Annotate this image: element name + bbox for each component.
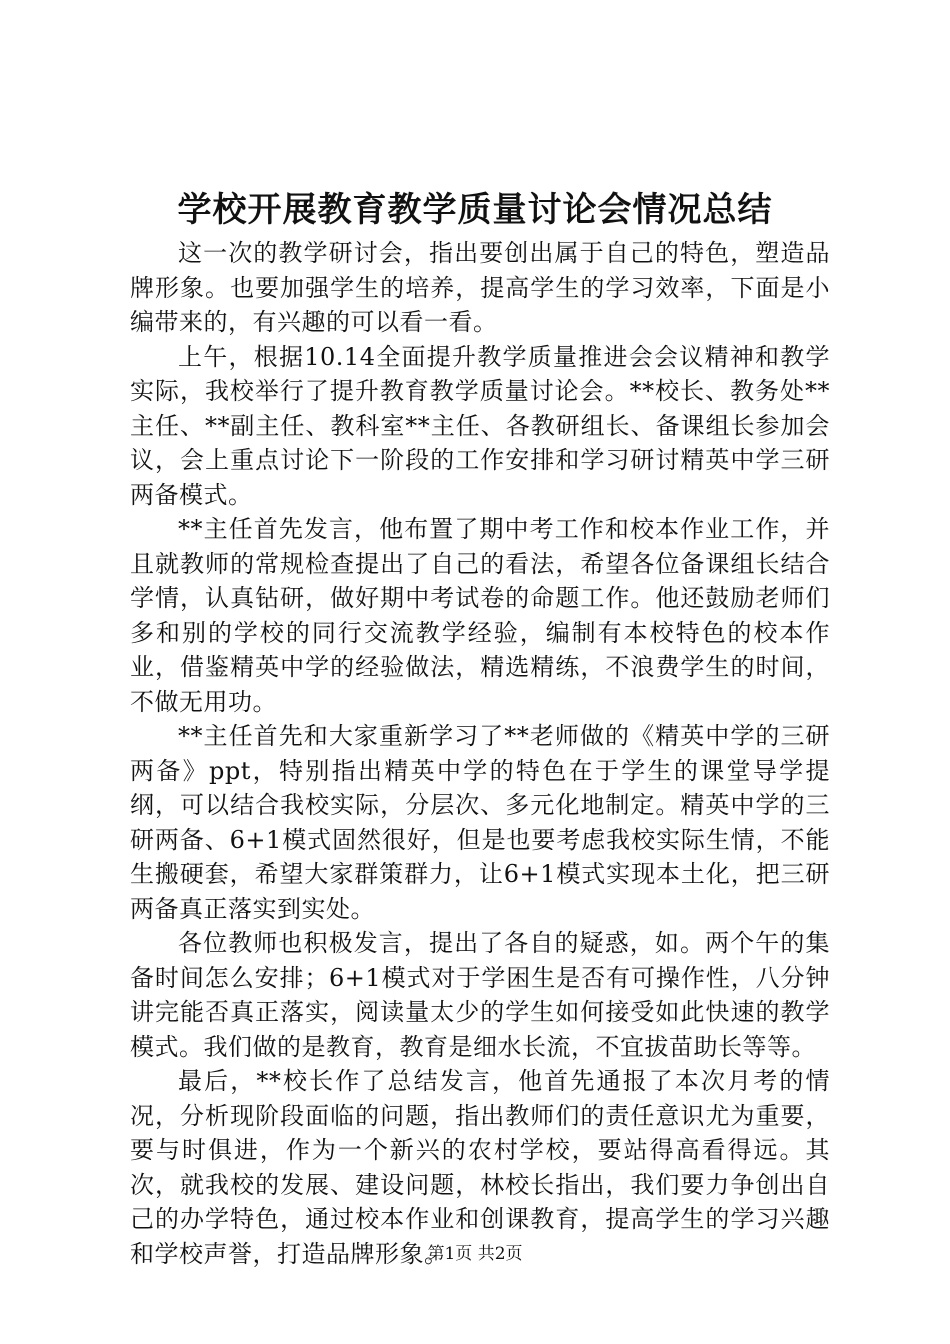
document-title: 学校开展教育教学质量讨论会情况总结	[177, 190, 773, 230]
paragraph-conclusion: 最后，**校长作了总结发言，他首先通报了本次月考的情况，分析现阶段面临的问题，指出教师们的责任意识尤为重要，要与时俱进，作为一个新兴的农村学校，要站得高看得远。其次，就我校的发展、建设问题，林校长指出，我们要力争创出自己的办学特色，通过校本作业和创课教育，提高学生的学习兴趣和学校声誉，打造品牌形象。	[130, 1067, 830, 1268]
paragraph-teacher-questions: 各位教师也积极发言，提出了各自的疑惑，如。两个午的集备时间怎么安排；6+1模式对于学困生是否有可操作性，八分钟讲完能否真正落实，阅读量太少的学生如何接受如此快速的教学模式。我们做的是教育，教育是细水长流，不宜拔苗助长等等。	[130, 929, 830, 1061]
paragraph-intro: 这一次的教学研讨会，指出要创出属于自己的特色，塑造品牌形象。也要加强学生的培养，提高学生的学习效率，下面是小编带来的，有兴趣的可以看一看。	[130, 239, 830, 336]
page-number-footer: 第1页 共2页	[427, 1244, 523, 1264]
paragraph-meeting: 上午，根据10.14全面提升教学质量推进会会议精神和教学实际，我校举行了提升教育教学质量讨论会。**校长、教务处**主任、**副主任、教科室**主任、各教研组长、备课组长参加会议，会上重点讨论下一阶段的工作安排和学习研讨精英中学三研两备模式。	[130, 342, 830, 509]
paragraph-director-speech: **主任首先发言，他布置了期中考工作和校本作业工作，并且就教师的常规检查提出了自己的看法，希望各位备课组长结合学情，认真钻研，做好期中考试卷的命题工作。他还鼓励老师们多和别的学校的同行交流教学经验，编制有本校特色的校本作业，借鉴精英中学的经验做法，精选精练，不浪费学生的时间，不做无用功。	[130, 515, 830, 716]
document-body	[130, 236, 830, 1271]
paragraph-study-session: **主任首先和大家重新学习了**老师做的《精英中学的三研两备》ppt，特别指出精英中学的特色在于学生的课堂导学提纲，可以结合我校实际，分层次、多元化地制定。精英中学的三研两备、6+1模式固然很好，但是也要考虑我校实际生情，不能生搬硬套，希望大家群策群力，让6+1模式实现本土化，把三研两备真正落实到实处。	[130, 722, 830, 923]
